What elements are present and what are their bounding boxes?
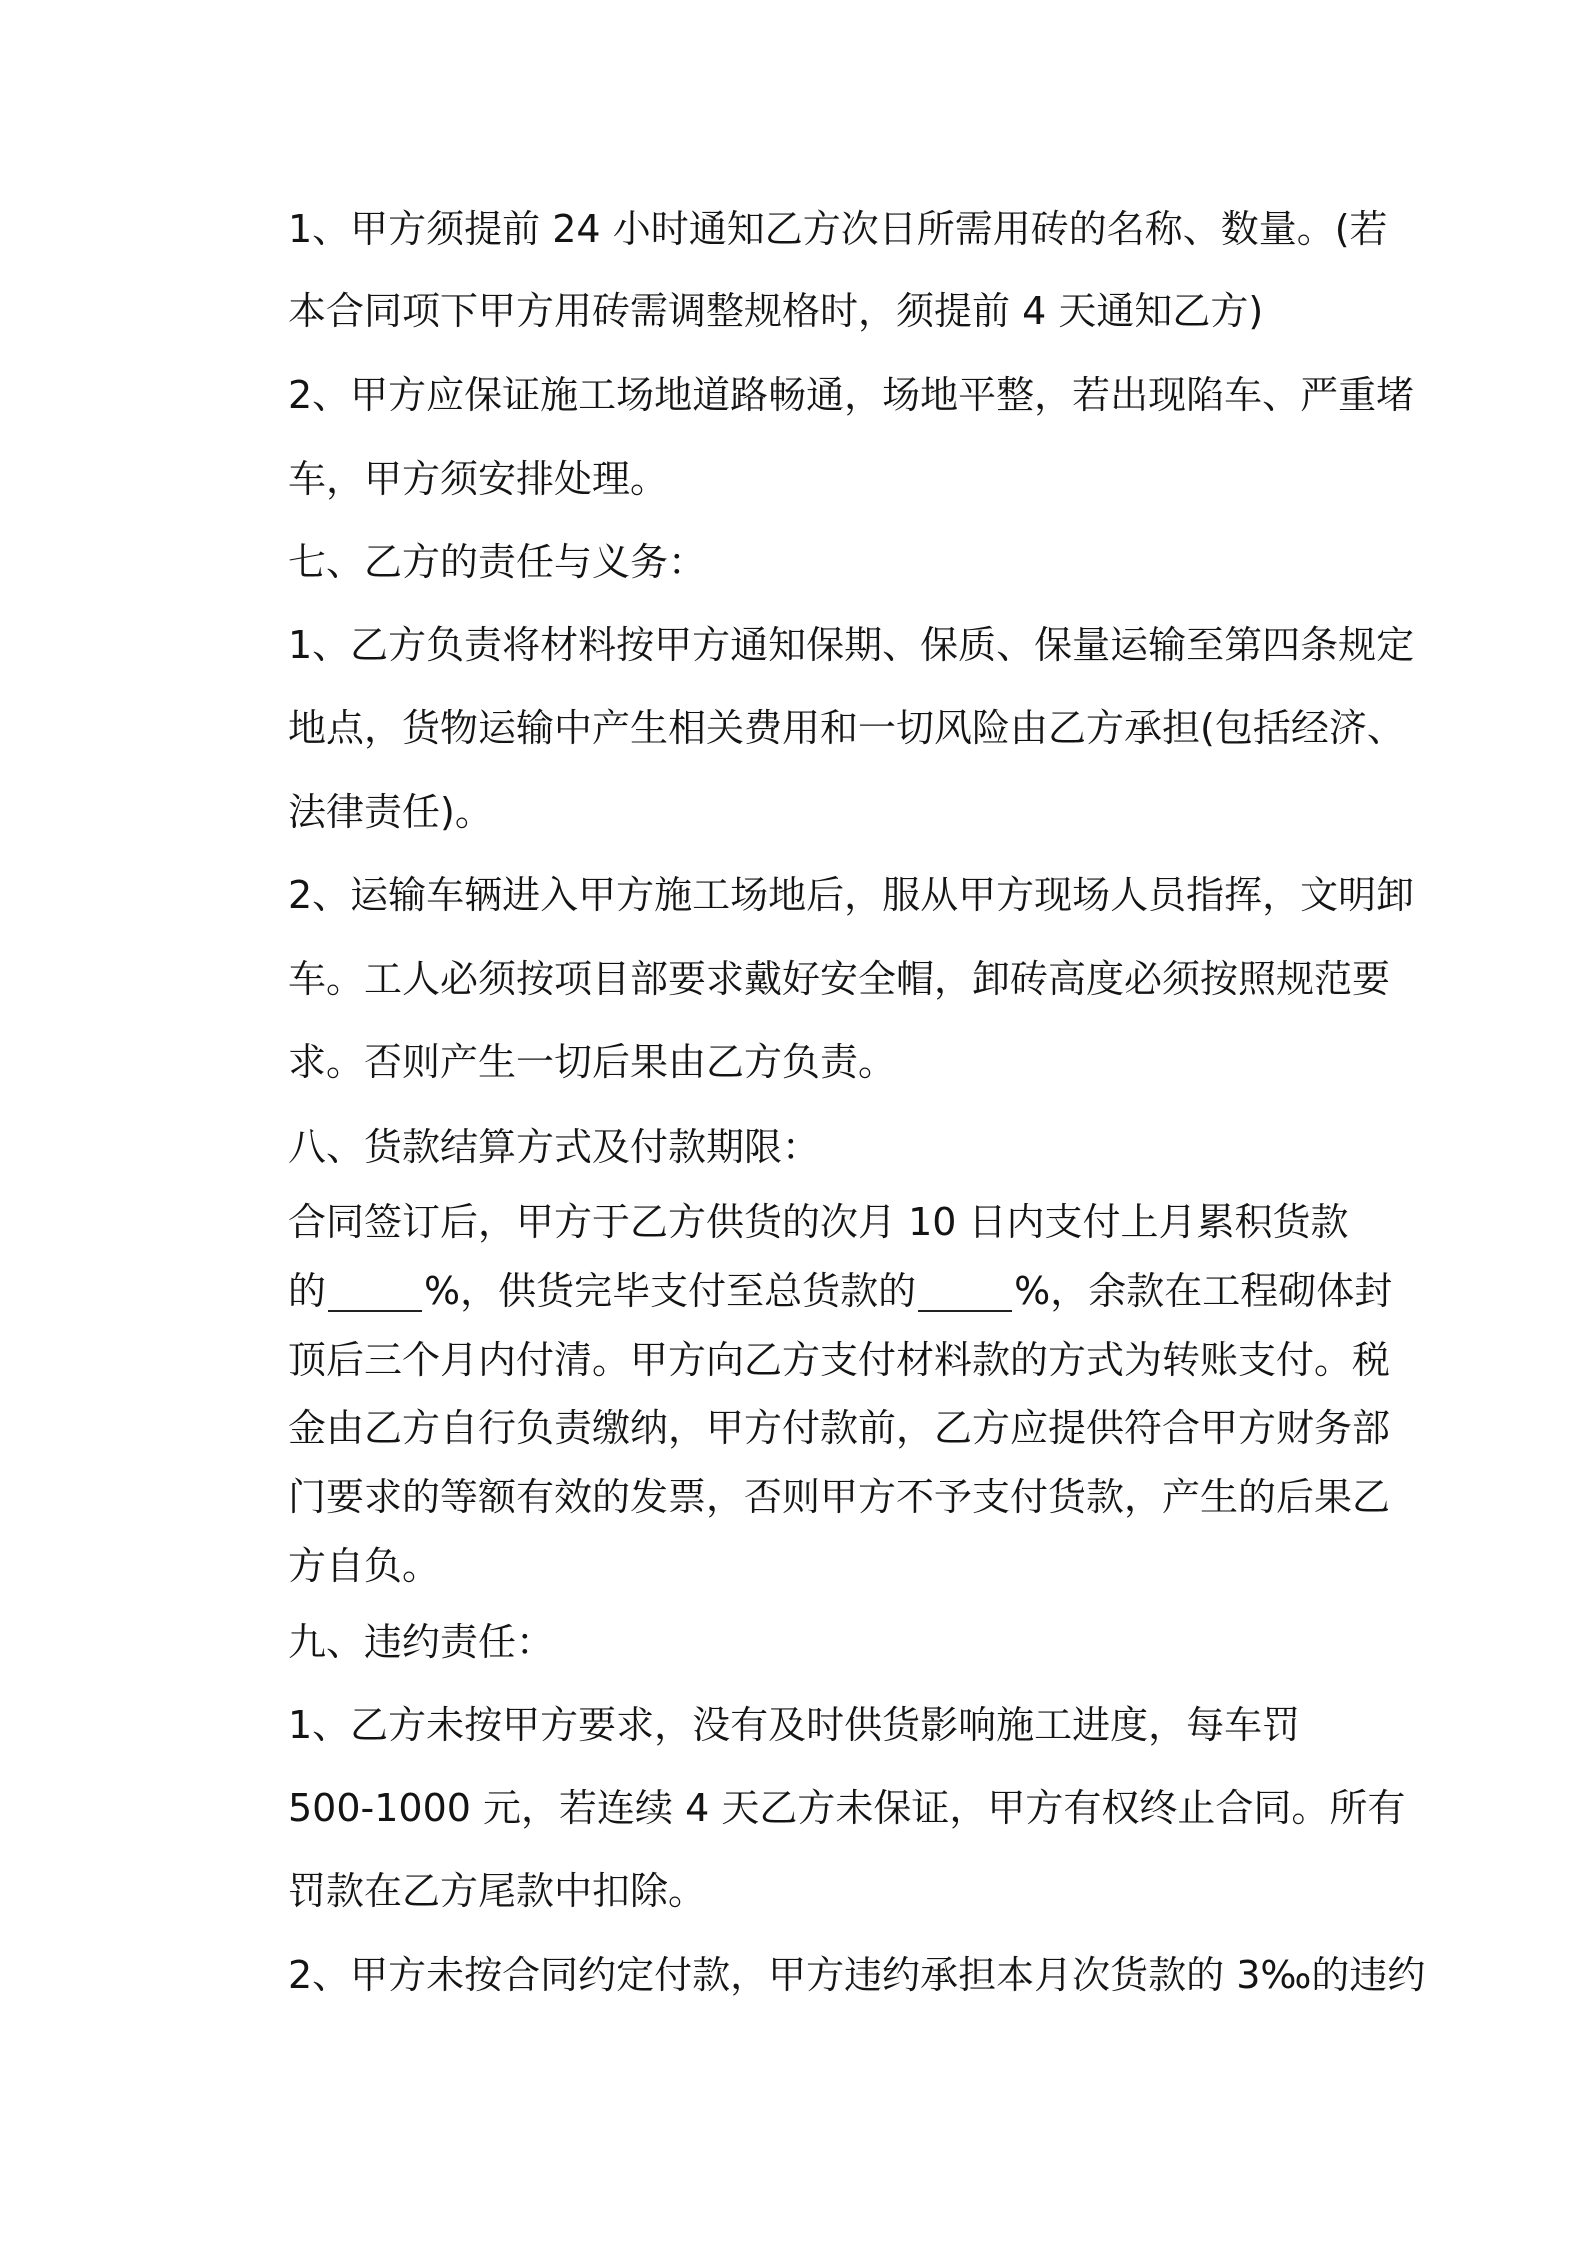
section-8-paragraph-line-1: 合同签订后，甲方于乙方供货的次月 10 日内支付上月累积货款 (288, 1200, 1349, 1244)
clause-6-1-line-2: 本合同项下甲方用砖需调整规格时，须提前 4 天通知乙方) (288, 289, 1264, 333)
clause-9-2-line-1: 2、甲方未按合同约定付款，甲方违约承担本月次货款的 3‰的违约 (288, 1953, 1426, 1997)
section-8-paragraph-line-4: 金由乙方自行负责缴纳，甲方付款前，乙方应提供符合甲方财务部 (288, 1406, 1391, 1450)
section-7-heading: 七、乙方的责任与义务： (288, 540, 707, 584)
clause-7-1-line-1: 1、乙方负责将材料按甲方通知保期、保质、保量运输至第四条规定 (288, 623, 1415, 667)
section-8-paragraph-line-6: 方自负。 (288, 1544, 441, 1588)
clause-9-1-line-1: 1、乙方未按甲方要求，没有及时供货影响施工进度，每车罚 (288, 1703, 1301, 1747)
section-9-heading: 九、违约责任： (288, 1620, 555, 1664)
total-payment-percent-blank (918, 1274, 1012, 1312)
clause-7-2-line-1: 2、运输车辆进入甲方施工场地后，服从甲方现场人员指挥，文明卸 (288, 873, 1415, 917)
clause-9-1-line-2: 500-1000 元，若连续 4 天乙方未保证，甲方有权终止合同。所有 (288, 1786, 1406, 1830)
percent-middle-text: %，供货完毕支付至总货款的 (424, 1269, 917, 1313)
section-8-heading: 八、货款结算方式及付款期限： (288, 1125, 821, 1169)
percent-suffix-text: %，余款在工程砌体封 (1014, 1269, 1393, 1313)
clause-9-1-line-3: 罚款在乙方尾款中扣除。 (288, 1869, 707, 1913)
clause-7-1-line-3: 法律责任)。 (288, 790, 493, 834)
percent-prefix-text: 的 (288, 1269, 327, 1313)
section-8-paragraph-line-2 (288, 1266, 1393, 1316)
clause-7-2-line-2: 车。工人必须按项目部要求戴好安全帽，卸砖高度必须按照规范要 (288, 957, 1391, 1001)
first-payment-percent-blank (328, 1274, 422, 1312)
section-8-paragraph-line-5: 门要求的等额有效的发票，否则甲方不予支付货款，产生的后果乙 (288, 1475, 1391, 1519)
clause-6-2-line-1: 2、甲方应保证施工场地道路畅通，场地平整，若出现陷车、严重堵 (288, 373, 1415, 417)
clause-7-2-line-3: 求。否则产生一切后果由乙方负责。 (288, 1040, 897, 1084)
clause-6-1-line-1: 1、甲方须提前 24 小时通知乙方次日所需用砖的名称、数量。(若 (288, 207, 1388, 251)
clause-7-1-line-2: 地点，货物运输中产生相关费用和一切风险由乙方承担(包括经济、 (288, 706, 1405, 750)
section-8-paragraph-line-3: 顶后三个月内付清。甲方向乙方支付材料款的方式为转账支付。税 (288, 1338, 1391, 1382)
clause-6-2-line-2: 车，甲方须安排处理。 (288, 457, 669, 501)
